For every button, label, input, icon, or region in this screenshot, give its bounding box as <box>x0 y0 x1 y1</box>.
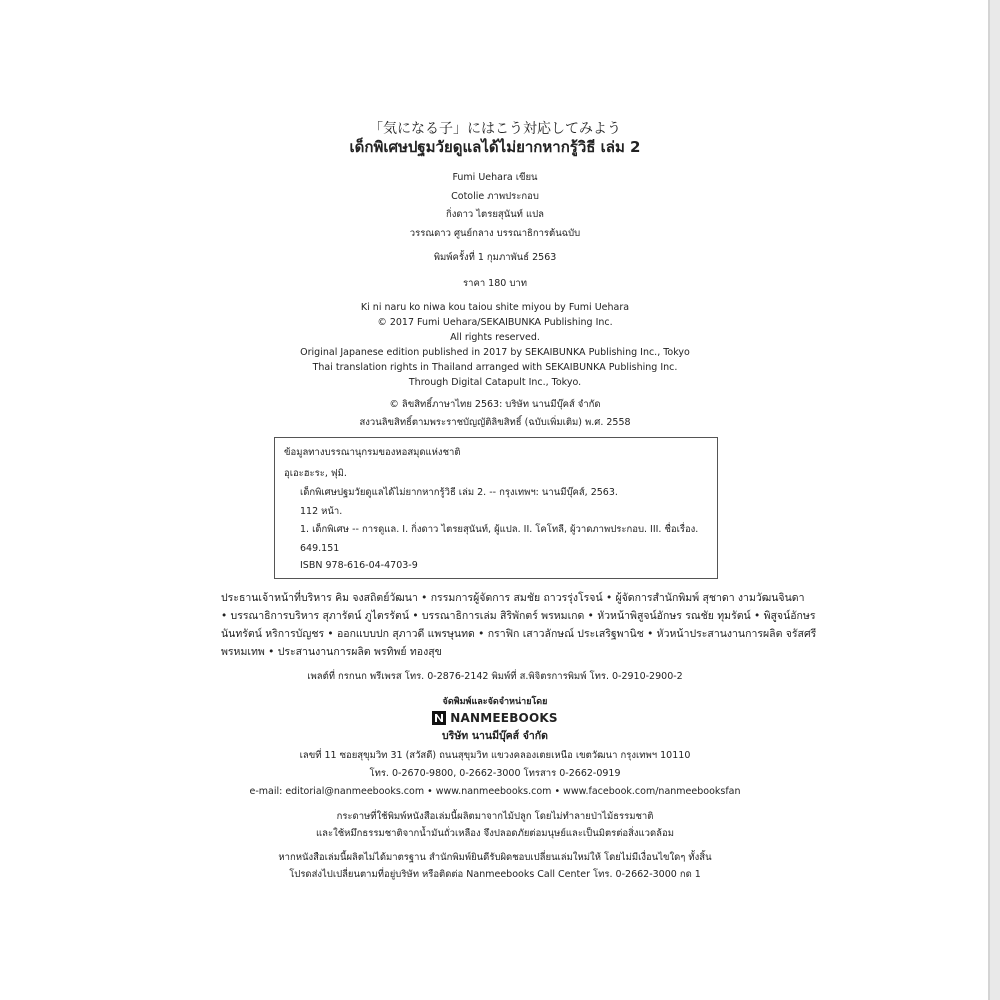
publisher-address: เลขที่ 11 ซอยสุขุมวิท 31 (สวัสดี) ถนนสุขุมวิท แขวงคลองเตยเหนือ เขตวัฒนา กรุงเทพฯ 10110 <box>299 750 691 761</box>
defect-note-line: โปรดส่งไปเปลี่ยนตามที่อยู่บริษัท หรือติดต่อ Nanmeebooks Call Center โทร. 0-2662-3000 กด 1 <box>289 869 701 880</box>
rights-line: © 2017 Fumi Uehara/SEKAIBUNKA Publishing Inc. <box>377 317 613 328</box>
credit-translator: กิ่งดาว ไตรยสุนันท์ แปล <box>446 209 544 220</box>
thai-copyright-law-line: สงวนลิขสิทธิ์ตามพระราชบัญญัติลิขสิทธิ์ (ฉบับเพิ่มเติม) พ.ศ. 2558 <box>359 417 631 428</box>
catalog-box <box>274 437 718 579</box>
catalog-pages: 112 หน้า. <box>300 506 343 517</box>
catalog-author: อุเอะฮะระ, ฟุมิ. <box>284 468 347 479</box>
catalog-heading: ข้อมูลทางบรรณานุกรมของหอสมุดแห่งชาติ <box>284 447 461 458</box>
publisher-logo <box>0 711 990 725</box>
japanese-title: 「気になる子」にはこう対応してみよう <box>369 121 621 137</box>
catalog-title: เด็กพิเศษปฐมวัยดูแลได้ไม่ยากหากรู้วิธี เล่ม 2. -- กรุงเทพฯ: นานมีบุ๊คส์, 2563. <box>300 487 618 498</box>
defect-note-line: หากหนังสือเล่มนี้ผลิตไม่ได้มาตรฐาน สำนักพิมพ์ยินดีรับผิดชอบเปลี่ยนเล่มใหม่ให้ โดยไม่มีเงื่อนไขใดๆ ทั้งสิ้น <box>278 852 712 863</box>
staff-line: ประธานเจ้าหน้าที่บริหาร คิม จงสถิตย์วัฒนา • กรรมการผู้จัดการ สมชัย ถาวรรุ่งโรจน์ • ผู้จัดการสำนักพิมพ์ สุชาดา งามวัฒนจินดา <box>221 592 805 604</box>
paper-note-line: กระดาษที่ใช้พิมพ์หนังสือเล่มนี้ผลิตมาจากไม้ปลูก โดยไม่ทำลายป่าไม้ธรรมชาติ <box>336 811 654 822</box>
paper-note-line: และใช้หมึกธรรมชาติจากน้ำมันถั่วเหลือง จึงปลอดภัยต่อมนุษย์และเป็นมิตรต่อสิ่งแวดล้อม <box>316 828 674 839</box>
publisher-logo-text: NANMEEBOOKS <box>450 711 558 725</box>
staff-line: • บรรณาธิการบริหาร สุภารัตน์ ภูไตรรัตน์ • บรรณาธิการเล่ม สิริพักตร์ พรหมเกด • หัวหน้าพิสูจน์อักษร รณชัย ทุมรัตน์ • พิสูจน์อักษร <box>221 610 816 622</box>
catalog-isbn: ISBN 978-616-04-4703-9 <box>300 560 418 571</box>
staff-line: พรหมเทพ • ประสานงานการผลิต พรทิพย์ ทองสุข <box>221 646 442 658</box>
staff-line: นันทรัตน์ หริการบัญชร • ออกแบบปก สุภาวดี แพรษุนทด • กราฟิก เสาวลักษณ์ ประเสริฐพานิช • หัวหน้าประสานงานการผลิต จรัสศรี <box>221 628 817 640</box>
catalog-class-number: 649.151 <box>300 543 340 554</box>
publisher-contact: e-mail: editorial@nanmeebooks.com • www.nanmeebooks.com • www.facebook.com/nanmeebooksfan <box>249 786 741 797</box>
print-info-line: เพลต์ที่ กรกนก พรีเพรส โทร. 0-2876-2142 พิมพ์ที่ ส.พิจิตรการพิมพ์ โทร. 0-2910-2900-2 <box>307 671 683 682</box>
credit-illustrator: Cotolie ภาพประกอบ <box>451 191 539 202</box>
price-line: ราคา 180 บาท <box>463 278 527 289</box>
credit-editor: วรรณดาว ศูนย์กลาง บรรณาธิการต้นฉบับ <box>409 228 581 239</box>
thai-copyright-line: © ลิขสิทธิ์ภาษาไทย 2563: บริษัท นานมีบุ๊คส์ จำกัด <box>389 399 601 410</box>
catalog-subjects: 1. เด็กพิเศษ -- การดูแล. I. กิ่งดาว ไตรยสุนันท์, ผู้แปล. II. โคโทลี, ผู้วาดภาพประกอบ. III. ชื่อเรื่อง. <box>300 524 699 535</box>
rights-line: All rights reserved. <box>450 332 540 343</box>
rights-line: Thai translation rights in Thailand arranged with SEKAIBUNKA Publishing Inc. <box>312 362 678 373</box>
publisher-phone: โทร. 0-2670-9800, 0-2662-3000 โทรสาร 0-2662-0919 <box>369 768 621 779</box>
rights-line: Through Digital Catapult Inc., Tokyo. <box>408 377 582 388</box>
edition-line: พิมพ์ครั้งที่ 1 กุมภาพันธ์ 2563 <box>433 252 557 263</box>
credit-author: Fumi Uehara เขียน <box>452 172 538 183</box>
rights-line: Ki ni naru ko niwa kou taiou shite miyou by Fumi Uehara <box>360 302 630 313</box>
publisher-logo-icon <box>432 711 446 725</box>
publisher-company: บริษัท นานมีบุ๊คส์ จำกัด <box>442 730 548 742</box>
rights-line: Original Japanese edition published in 2017 by SEKAIBUNKA Publishing Inc., Tokyo <box>300 347 690 358</box>
thai-title: เด็กพิเศษปฐมวัยดูแลได้ไม่ยากหากรู้วิธี เล่ม 2 <box>349 138 641 156</box>
distributed-by-label: จัดพิมพ์และจัดจำหน่ายโดย <box>442 697 548 707</box>
page-fold-shadow <box>988 0 990 1000</box>
